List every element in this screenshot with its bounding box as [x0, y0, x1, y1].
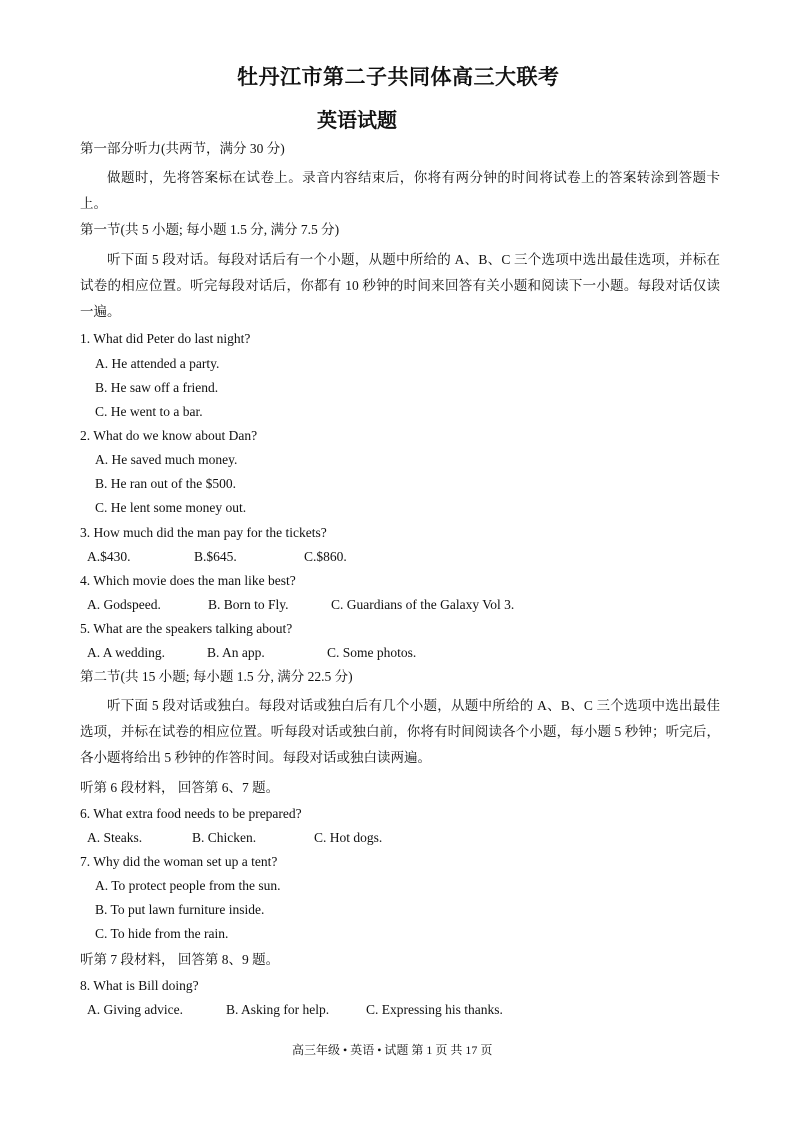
question-8-option-b: B. Asking for help.	[226, 1002, 330, 1017]
question-6-option-c: C. Hot dogs.	[314, 830, 383, 845]
question-4-stem: 4. Which movie does the man like best?	[80, 573, 296, 588]
question-2-stem: 2. What do we know about Dan?	[80, 428, 258, 443]
question-7-option-b: B. To put lawn furniture inside.	[95, 902, 265, 917]
question-6-option-a: A. Steaks.	[87, 830, 143, 845]
section2-heading: 第二节(共 15 小题; 每小题 1.5 分, 满分 22.5 分)	[80, 669, 353, 684]
exam-subtitle: 英语试题	[317, 110, 397, 132]
part1-instruction: 做题时，先将答案标在试卷上。录音内容结束后，你将有两分钟的时间将试卷上的答案转涂到答题卡上。	[80, 170, 720, 211]
section1-instruction: 听下面 5 段对话。每段对话后有一个小题，从题中所给的 A、B、C 三个选项中选出最佳选项，并标在试卷的相应位置。听完每段对话后，你都有 10 秒钟的时间来回答有关小题和阅读下一小题。每段对话仅读一遍。	[80, 252, 720, 319]
question-2-option-b: B. He ran out of the $500.	[95, 476, 236, 491]
question-3-stem: 3. How much did the man pay for the tickets?	[80, 525, 327, 540]
page-footer: 高三年级 • 英语 • 试题 第 1 页 共 17 页	[292, 1043, 493, 1057]
question-4-option-b: B. Born to Fly.	[208, 597, 289, 612]
question-8-option-a: A. Giving advice.	[87, 1002, 183, 1017]
question-4-option-a: A. Godspeed.	[87, 597, 161, 612]
question-5-option-b: B. An app.	[207, 645, 265, 660]
question-2-option-a: A. He saved much money.	[95, 452, 238, 467]
section2-instruction: 听下面 5 段对话或独白。每段对话或独白后有几个小题，从题中所给的 A、B、C 三个选项中选出最佳选项，并标在试卷的相应位置。听每段对话或独白前，你将有时间阅读各个小题，每小题 5 秒钟；听完后，各小题将给出 5 秒钟的作答时间。每段对话或独白读两遍。	[80, 698, 720, 765]
question-6-option-b: B. Chicken.	[192, 830, 257, 845]
question-4-option-c: C. Guardians of the Galaxy Vol 3.	[331, 597, 515, 612]
question-1-option-c: C. He went to a bar.	[95, 404, 203, 419]
question-3-option-b: B.$645.	[194, 549, 237, 564]
question-3-option-a: A.$430.	[87, 549, 131, 564]
material-7-heading: 听第 7 段材料， 回答第 8、9 题。	[80, 952, 280, 967]
material-6-heading: 听第 6 段材料， 回答第 6、7 题。	[80, 780, 280, 795]
question-1-option-a: A. He attended a party.	[95, 356, 220, 371]
question-2-option-c: C. He lent some money out.	[95, 500, 247, 515]
question-7-option-a: A. To protect people from the sun.	[95, 878, 281, 893]
question-7-option-c: C. To hide from the rain.	[95, 926, 229, 941]
question-8-option-c: C. Expressing his thanks.	[366, 1002, 503, 1017]
section1-heading: 第一节(共 5 小题; 每小题 1.5 分, 满分 7.5 分)	[80, 222, 340, 237]
question-5-option-a: A. A wedding.	[87, 645, 166, 660]
question-5-stem: 5. What are the speakers talking about?	[80, 621, 293, 636]
part1-heading: 第一部分听力(共两节，满分 30 分)	[80, 141, 285, 156]
question-8-stem: 8. What is Bill doing?	[80, 978, 199, 993]
question-3-option-c: C.$860.	[304, 549, 347, 564]
exam-title: 牡丹江市第二子共同体高三大联考	[237, 65, 560, 89]
question-6-stem: 6. What extra food needs to be prepared?	[80, 806, 302, 821]
question-1-option-b: B. He saw off a friend.	[95, 380, 219, 395]
question-1-stem: 1. What did Peter do last night?	[80, 331, 251, 346]
question-7-stem: 7. Why did the woman set up a tent?	[80, 854, 278, 869]
question-5-option-c: C. Some photos.	[327, 645, 417, 660]
